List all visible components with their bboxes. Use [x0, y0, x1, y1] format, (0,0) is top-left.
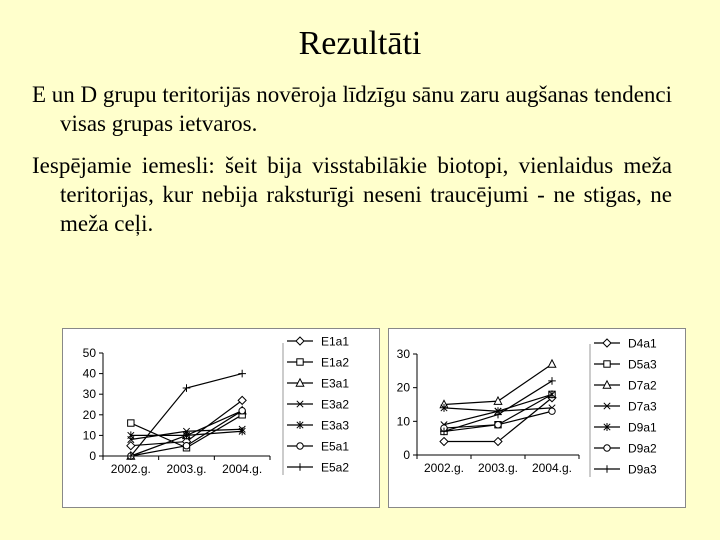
legend-label: E1a1 — [321, 334, 350, 349]
paragraph-1: E un D grupu teritorijās novēroja līdzīgu sānu zaru augšanas tendenci visas grupas ietvaros. — [32, 82, 672, 136]
x-tick-label: 2003.g. — [166, 462, 207, 476]
chart-d-group — [388, 328, 686, 508]
legend-item — [287, 461, 349, 475]
chart-e-group — [62, 328, 380, 508]
y-tick-label: 0 — [403, 448, 410, 462]
legend-label: D7a3 — [628, 399, 657, 414]
y-tick-label: 50 — [82, 346, 96, 360]
y-tick-label: 20 — [82, 407, 96, 422]
legend-marker — [604, 445, 610, 451]
legend — [590, 337, 657, 478]
x-tick-label: 2002.g. — [110, 462, 151, 476]
y-tick-label: 0 — [89, 449, 96, 463]
legend-label: E3a2 — [321, 397, 350, 412]
paragraph-2: Iespējamie iemesli: šeit bija visstabilākie biotopi, vienlaidus meža teritorijas, kur nebija raksturīgi neseni traucējumi - ne stigas, ne meža ceļi. — [32, 153, 672, 236]
x-tick-label: 2004.g. — [222, 462, 263, 476]
data-point — [548, 377, 556, 385]
chart-e-group-svg — [63, 329, 379, 507]
legend-item — [594, 421, 657, 435]
slide-title: Rezultāti — [298, 25, 422, 62]
legend-item — [594, 463, 657, 477]
legend-label: D7a2 — [628, 378, 657, 393]
data-point — [239, 407, 245, 413]
legend-label: E3a1 — [321, 376, 350, 391]
data-point — [549, 408, 555, 414]
data-point — [440, 438, 448, 446]
legend-item — [594, 337, 657, 351]
legend-marker — [296, 463, 304, 471]
y-tick-label: 10 — [396, 414, 410, 429]
y-tick-label: 30 — [396, 347, 410, 361]
legend-item — [287, 356, 349, 370]
legend-label: D9a2 — [628, 441, 657, 456]
legend-marker — [297, 359, 303, 365]
legend-item — [287, 335, 349, 349]
data-point — [128, 420, 134, 426]
legend-marker — [297, 443, 303, 449]
data-point — [494, 397, 502, 404]
data-point — [183, 443, 189, 449]
legend-label: D9a3 — [628, 462, 657, 477]
legend-item — [287, 377, 349, 391]
legend-marker — [296, 337, 304, 345]
data-point — [238, 370, 246, 378]
chart-d-group-svg — [389, 329, 685, 507]
legend-marker — [603, 339, 611, 347]
x-tick-label: 2003.g. — [477, 461, 519, 475]
data-point — [495, 422, 501, 428]
x-tick-label: 2004.g. — [531, 461, 573, 475]
legend-marker — [604, 361, 610, 367]
x-tick-label: 2002.g. — [423, 461, 465, 475]
legend-label: D5a3 — [628, 357, 657, 372]
legend-item — [594, 442, 657, 456]
y-tick-label: 10 — [82, 428, 96, 443]
legend-item — [594, 400, 657, 414]
legend-label: E3a3 — [321, 418, 350, 433]
y-tick-label: 40 — [82, 366, 96, 381]
legend-label: E1a2 — [321, 355, 350, 370]
legend-label: D9a1 — [628, 420, 657, 435]
legend-item — [594, 358, 657, 372]
y-tick-label: 20 — [396, 380, 410, 395]
legend-label: E5a1 — [321, 439, 350, 454]
y-tick-label: 30 — [82, 387, 96, 402]
legend-marker — [603, 465, 611, 473]
legend-label: E5a2 — [321, 460, 350, 475]
data-point — [548, 360, 556, 367]
legend-item — [287, 440, 349, 454]
series-D7a2 — [440, 360, 556, 408]
legend-item — [287, 398, 349, 412]
legend-item — [594, 379, 657, 393]
legend-label: D4a1 — [628, 336, 657, 351]
legend — [283, 335, 349, 476]
legend-item — [287, 419, 349, 433]
